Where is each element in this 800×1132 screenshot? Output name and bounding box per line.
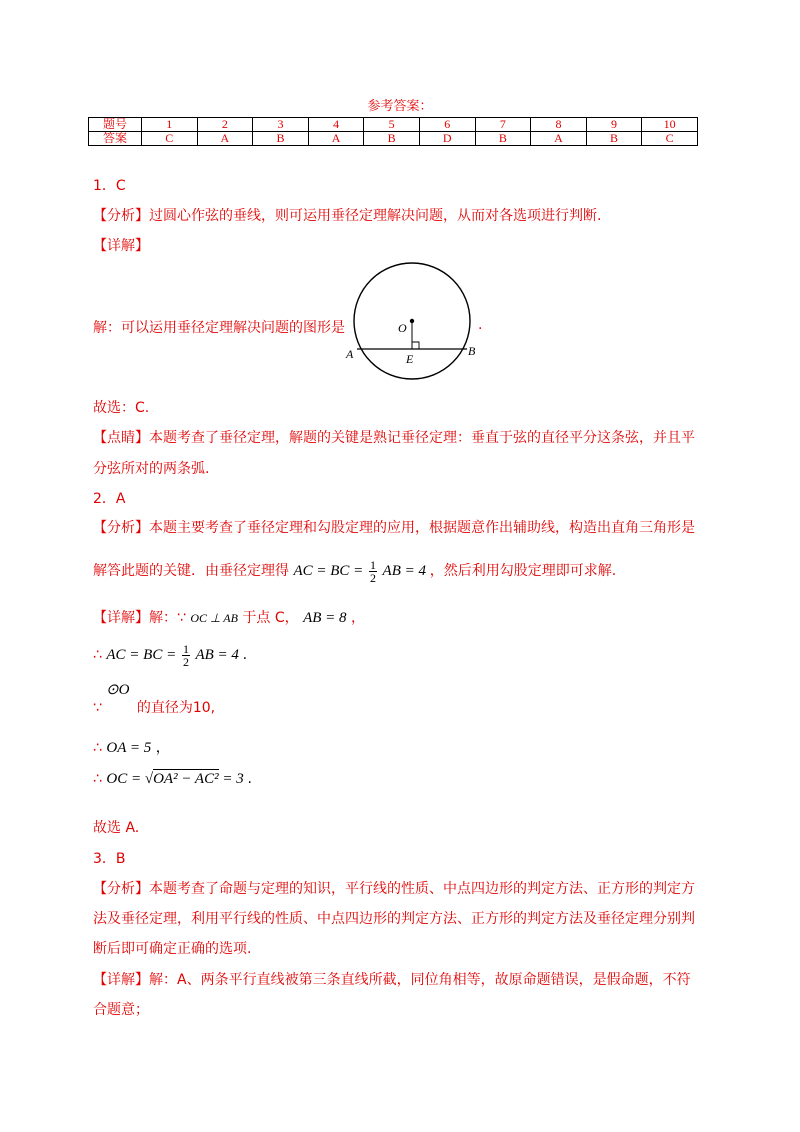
q1-solution-text: 解：可以运用垂径定理解决问题的图形是 — [93, 320, 345, 336]
q2-detail-end: ， — [351, 610, 365, 626]
q2-detail-mid: 于点 C， — [242, 610, 299, 626]
q1-solution-period: . — [478, 317, 483, 333]
step-end: . — [242, 646, 248, 663]
table-row-label: 题号 — [89, 118, 142, 132]
q2-heading: 2．A — [93, 491, 126, 507]
table-cell: A — [197, 132, 253, 146]
step-end: . — [247, 771, 252, 787]
table-cell: 3 — [253, 118, 309, 132]
fraction — [182, 643, 190, 668]
table-row-label: 答案 — [89, 132, 142, 146]
formula-part: AB = 4 — [382, 562, 426, 579]
table-cell: B — [364, 132, 420, 146]
q1-detail-label: 【详解】 — [93, 238, 149, 254]
fraction-numerator: 1 — [370, 558, 377, 572]
q1-comment-line1: 【点睛】本题考查了垂径定理，解题的关键是熟记垂径定理：垂直于弦的直径平分这条弦，并且平 — [93, 430, 695, 446]
q2-analysis-line1: 【分析】本题主要考查了垂径定理和勾股定理的应用，根据题意作出辅助线，构造出直角三角形是 — [93, 520, 695, 536]
table-row-answers — [89, 132, 698, 146]
label-e: E — [406, 352, 414, 366]
circle-o-symbol: ⊙O — [106, 682, 130, 698]
q3-detail-line1: 【详解】解：A、两条平行直线被第三条直线所截，同位角相等，故原命题错误，是假命题，不符 — [93, 972, 691, 988]
q2-step3-formula: OA = 5 — [106, 740, 152, 756]
table-cell: A — [308, 132, 364, 146]
table-cell: A — [531, 132, 587, 146]
q2-step1 — [93, 643, 247, 668]
q1-heading: 1．C — [93, 178, 126, 194]
q2-choice: 故选 A. — [93, 820, 140, 836]
answer-table — [88, 117, 698, 146]
table-cell: 7 — [475, 118, 531, 132]
q2-step2-text: 的直径为10, — [136, 700, 216, 716]
sqrt-sign: √ — [144, 771, 154, 787]
table-cell: B — [475, 132, 531, 146]
q1-comment-line2: 分弦所对的两条弧. — [93, 461, 210, 477]
therefore-symbol: ∴ — [93, 646, 102, 663]
q2-step3 — [93, 737, 170, 757]
q2-step4 — [93, 771, 252, 788]
table-row-numbers — [89, 118, 698, 132]
table-cell: C — [142, 132, 198, 146]
table-cell: 10 — [642, 118, 698, 132]
q2-analysis-text: 解答此题的关键．由垂径定理得 — [93, 562, 289, 579]
fraction-numerator: 1 — [182, 642, 189, 656]
q2-step4-formula — [106, 769, 247, 787]
q3-analysis-line3: 断后即可确定正确的选项. — [93, 941, 252, 957]
formula-part: OC = — [106, 771, 142, 787]
q3-analysis-line2: 法及垂径定理，利用平行线的性质、中点四边形的判定方法、正方形的判定方法及垂径定理分别判 — [93, 911, 695, 927]
sqrt-radicand: OA² − AC² — [153, 771, 219, 787]
q2-analysis-line2 — [93, 559, 616, 584]
table-cell: 2 — [197, 118, 253, 132]
answer-title: 参考答案： — [367, 99, 433, 114]
q3-analysis-line1: 【分析】本题考查了命题与定理的知识，平行线的性质、中点四边形的判定方法、正方形的判定方 — [93, 881, 695, 897]
circle-diagram — [340, 262, 490, 384]
table-cell: 8 — [531, 118, 587, 132]
formula-part: AB = 4 — [195, 646, 239, 663]
q2-step1-formula — [106, 642, 242, 669]
table-cell: 1 — [142, 118, 198, 132]
fraction-denominator: 2 — [182, 655, 189, 669]
q3-detail-line2: 合题意； — [93, 1002, 149, 1018]
label-b: B — [468, 344, 476, 358]
label-o: O — [398, 321, 407, 335]
table-cell: 4 — [308, 118, 364, 132]
table-cell: 9 — [586, 118, 642, 132]
formula-part: AC = BC = — [293, 562, 364, 579]
q2-analysis-suffix: ，然后利用勾股定理即可求解. — [429, 562, 617, 579]
q1-analysis: 【分析】过圆心作弦的垂线，则可运用垂径定理解决问题，从而对各选项进行判断. — [93, 208, 602, 224]
q1-choice: 故选：C. — [93, 400, 150, 416]
fraction — [369, 559, 377, 584]
q2-detail-line — [93, 607, 365, 627]
q2-detail-prefix: 【详解】解：∵ — [93, 610, 186, 626]
q2-detail-formula2: AB = 8 — [303, 610, 347, 626]
formula-part: = 3 — [222, 771, 244, 787]
therefore-symbol: ∴ — [93, 771, 102, 787]
formula-part: AC = BC = — [106, 646, 177, 663]
q2-analysis-formula — [293, 558, 429, 585]
step-end: ， — [155, 740, 170, 756]
table-cell: C — [642, 132, 698, 146]
table-cell: B — [253, 132, 309, 146]
table-cell: 6 — [419, 118, 475, 132]
q2-step2 — [93, 697, 215, 717]
table-cell: B — [586, 132, 642, 146]
because-symbol: ∵ — [93, 700, 102, 716]
label-a: A — [346, 347, 354, 361]
table-cell: 5 — [364, 118, 420, 132]
table-cell: D — [419, 132, 475, 146]
therefore-symbol: ∴ — [93, 740, 102, 756]
q2-detail-formula: OC ⊥ AB — [190, 611, 238, 625]
fraction-denominator: 2 — [370, 571, 377, 585]
q3-heading: 3．B — [93, 851, 126, 867]
